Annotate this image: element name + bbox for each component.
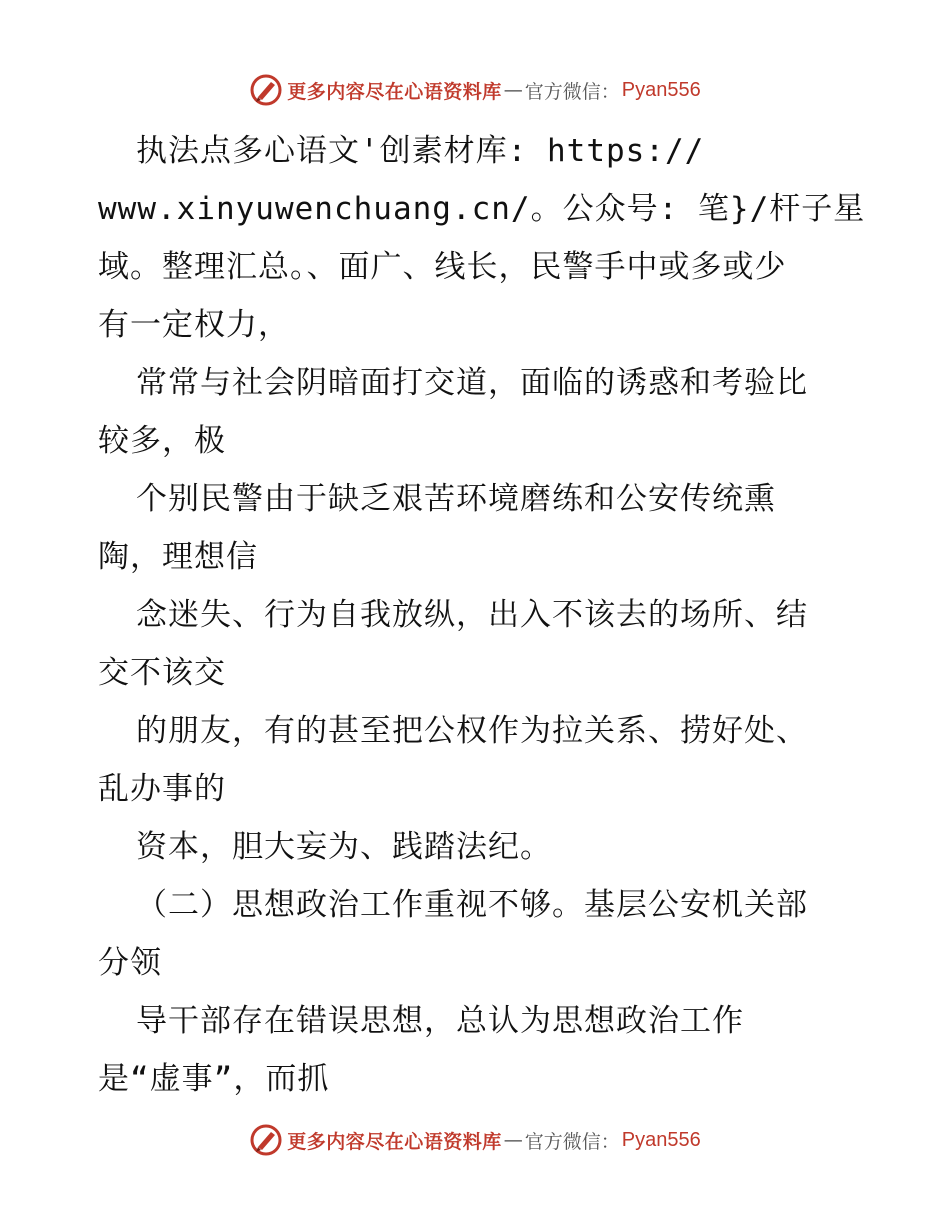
text-line: 较多，极: [98, 423, 226, 459]
text-line: 陶，理想信: [98, 539, 258, 575]
pen-logo-icon: [249, 73, 283, 107]
text-line: 有一定权力，: [98, 307, 290, 343]
banner-separator: —: [503, 1129, 523, 1151]
banner-wechat-id: Pyan556: [621, 78, 701, 101]
text-line: 乱办事的: [98, 771, 226, 807]
document-body: [98, 122, 888, 1108]
banner-separator: —: [503, 79, 523, 101]
text-line: www.xinyuwenchuang.cn/。公众号: 笔}/杆子星: [98, 191, 866, 227]
text-line: 资本，胆大妄为、践踏法纪。: [136, 829, 552, 865]
text-line: 域。整理汇总。、面广、线长，民警手中或多或少: [98, 249, 787, 285]
text-line: 的朋友，有的甚至把公权作为拉关系、捞好处、: [136, 713, 808, 749]
text-line: 导干部存在错误思想，总认为思想政治工作: [136, 1003, 744, 1039]
banner-wechat-id: Pyan556: [621, 1128, 701, 1151]
text-line: 个别民警由于缺乏艰苦环境磨练和公安传统熏: [136, 481, 776, 517]
text-line: 念迷失、行为自我放纵，出入不该去的场所、结: [136, 597, 808, 633]
text-line: （二）思想政治工作重视不够。基层公安机关部: [136, 887, 808, 923]
text-line: 常常与社会阴暗面打交道，面临的诱惑和考验比: [136, 365, 808, 401]
header-watermark-banner: [0, 70, 950, 110]
pen-logo-icon: [249, 1123, 283, 1157]
text-line: 交不该交: [98, 655, 226, 691]
text-line: 分领: [98, 945, 162, 981]
text-line: 是“虚事”，而抓: [98, 1061, 330, 1097]
banner-title: 更多内容尽在心语资料库: [287, 80, 502, 103]
footer-watermark-banner: [0, 1120, 950, 1160]
banner-wechat-label: 官方微信：: [524, 80, 620, 103]
banner-title: 更多内容尽在心语资料库: [287, 1130, 502, 1153]
banner-wechat-label: 官方微信：: [524, 1130, 620, 1153]
text-line: 执法点多心语文'创素材库: https://: [136, 133, 705, 169]
